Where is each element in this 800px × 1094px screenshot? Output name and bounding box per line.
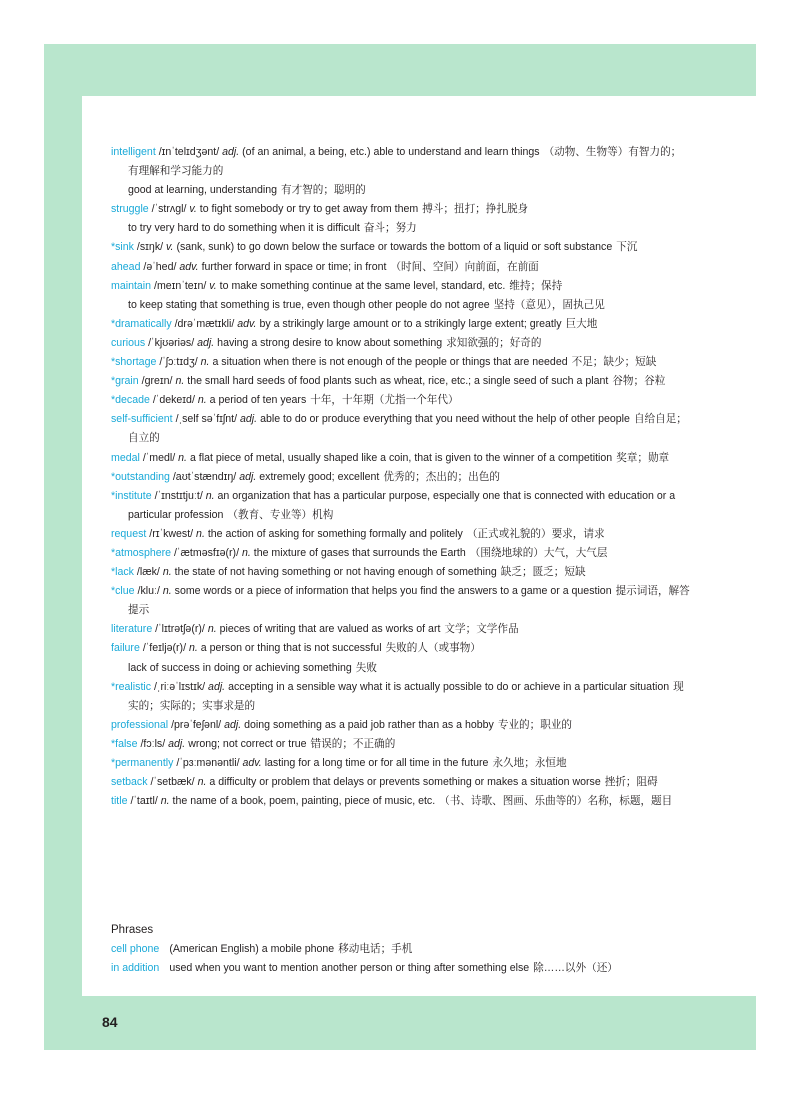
pronunciation: /ɡreɪn/ bbox=[141, 375, 173, 388]
pronunciation: /əˈhed/ bbox=[143, 260, 177, 273]
part-of-speech: n. bbox=[196, 527, 205, 540]
vocabulary-list bbox=[111, 143, 691, 811]
headword: *clue bbox=[111, 585, 135, 598]
vocab-entry bbox=[111, 238, 691, 257]
pronunciation: /ɪnˈtelɪdʒənt/ bbox=[158, 146, 220, 158]
chinese-translation: 求知欲强的；好奇的 bbox=[446, 336, 542, 349]
chinese-translation: （动物、生物等）有智力的；有理解和学习能力的 bbox=[128, 146, 682, 178]
vocab-entry bbox=[111, 143, 691, 200]
definition: (of an animal, a being, etc.) able to understand and learn things bbox=[242, 146, 540, 158]
sub-chinese-translation: 有才智的；聪明的 bbox=[281, 184, 366, 197]
vocab-entry bbox=[111, 716, 691, 735]
pronunciation: /ˈkjʊəriəs/ bbox=[148, 336, 195, 349]
headword: intelligent bbox=[111, 146, 156, 158]
part-of-speech: v. bbox=[189, 203, 197, 216]
headword: *grain bbox=[111, 375, 139, 388]
chinese-translation: 永久地；永恒地 bbox=[492, 757, 567, 769]
headword: struggle bbox=[111, 203, 149, 216]
part-of-speech: n. bbox=[207, 623, 217, 636]
definition: the mixture of gases that surrounds the Earth bbox=[253, 546, 466, 559]
definition: to fight somebody or try to get away from them bbox=[199, 203, 419, 216]
vocab-entry bbox=[111, 410, 691, 448]
definition: able to do or produce everything that you need without the help of other people bbox=[260, 413, 630, 426]
definition: doing something as a paid job rather than as a hobby bbox=[244, 718, 494, 731]
pronunciation: /rɪˈkwest/ bbox=[149, 527, 194, 540]
headword: *decade bbox=[111, 394, 150, 407]
definition: lasting for a long time or for all time in the future bbox=[264, 757, 489, 769]
part-of-speech: n. bbox=[241, 546, 251, 559]
vocab-entry bbox=[111, 353, 691, 372]
headword: *lack bbox=[111, 566, 134, 579]
part-of-speech: n. bbox=[197, 776, 207, 789]
part-of-speech: n. bbox=[160, 795, 170, 808]
part-of-speech: adj. bbox=[197, 336, 215, 349]
chinese-translation: 优秀的；杰出的；出色的 bbox=[383, 470, 500, 483]
pronunciation: /læk/ bbox=[136, 566, 160, 579]
chinese-translation: 巨大地 bbox=[565, 317, 598, 330]
part-of-speech: adj. bbox=[222, 146, 240, 158]
part-of-speech: adj. bbox=[208, 680, 226, 693]
sub-chinese-translation: 坚持（意见），固执己见 bbox=[493, 298, 605, 311]
part-of-speech: n. bbox=[175, 375, 185, 388]
phrase-chinese-translation: 除……以外（还） bbox=[533, 962, 618, 975]
sub-sense bbox=[128, 219, 691, 238]
chinese-translation: （围绕地球的）大气，大气层 bbox=[469, 546, 608, 559]
definition: further forward in space or time; in front bbox=[201, 260, 387, 273]
definition: wrong; not correct or true bbox=[188, 737, 307, 750]
chinese-translation: 现实的；实际的；实事求是的 bbox=[128, 680, 684, 712]
vocab-entry bbox=[111, 487, 691, 525]
chinese-translation: （正式或礼貌的）要求，请求 bbox=[466, 527, 605, 540]
part-of-speech: adj. bbox=[224, 718, 242, 731]
headword: *shortage bbox=[111, 356, 157, 369]
phrase-definition: (American English) a mobile phone bbox=[169, 943, 335, 955]
vocab-entry bbox=[111, 792, 691, 811]
page-number: 84 bbox=[102, 1014, 118, 1030]
sub-definition: to keep stating that something is true, even though other people do not agree bbox=[128, 298, 490, 311]
pronunciation: /fɔːls/ bbox=[140, 737, 166, 750]
pronunciation: /ˈɪnstɪtjuːt/ bbox=[154, 489, 203, 502]
sub-definition: lack of success in doing or achieving something bbox=[128, 661, 352, 674]
definition: the action of asking for something formally and politely bbox=[207, 527, 463, 540]
vocab-entry bbox=[111, 468, 691, 487]
headword: professional bbox=[111, 718, 169, 731]
pronunciation: /ˈtaɪtl/ bbox=[130, 795, 158, 808]
headword: *false bbox=[111, 737, 138, 750]
chinese-translation: 谷物；谷粒 bbox=[612, 375, 666, 388]
definition: the small hard seeds of food plants such as wheat, rice, etc.; a single seed of such a plant bbox=[187, 375, 609, 388]
definition: a person or thing that is not successful bbox=[200, 642, 382, 655]
vocab-entry bbox=[111, 754, 691, 773]
phrase-chinese-translation: 移动电话；手机 bbox=[338, 943, 413, 955]
pronunciation: /ˈpɜːmənəntli/ bbox=[176, 757, 240, 769]
headword: self-sufficient bbox=[111, 413, 173, 426]
vocab-entry bbox=[111, 639, 691, 677]
chinese-translation: 奖章；勋章 bbox=[616, 451, 670, 464]
headword: *permanently bbox=[111, 757, 174, 769]
vocab-entry bbox=[111, 773, 691, 792]
definition: a situation when there is not enough of the people or things that are needed bbox=[212, 356, 568, 369]
headword: ahead bbox=[111, 260, 141, 273]
pronunciation: /ˌriːəˈlɪstɪk/ bbox=[154, 680, 206, 693]
part-of-speech: adj. bbox=[168, 737, 186, 750]
sub-sense bbox=[128, 181, 691, 200]
chinese-translation: 不足；缺少；短缺 bbox=[571, 356, 657, 369]
chinese-translation: （书、诗歌、图画、乐曲等的）名称，标题，题目 bbox=[439, 795, 673, 808]
vocab-entry bbox=[111, 391, 691, 410]
vocab-entry bbox=[111, 200, 691, 238]
definition: extremely good; excellent bbox=[259, 470, 380, 483]
headword: medal bbox=[111, 451, 140, 464]
chinese-translation: 自给自足；自立的 bbox=[128, 413, 687, 445]
chinese-translation: 挫折；阻碍 bbox=[604, 776, 658, 789]
headword: request bbox=[111, 527, 147, 540]
definition: a flat piece of metal, usually shaped like a coin, that is given to the winner of a competition bbox=[189, 451, 613, 464]
headword: maintain bbox=[111, 279, 152, 292]
vocab-entry bbox=[111, 563, 691, 582]
chinese-translation: 缺乏；匮乏；短缺 bbox=[500, 566, 586, 579]
vocab-entry bbox=[111, 620, 691, 639]
sub-chinese-translation: 失败 bbox=[355, 661, 377, 674]
headword: *outstanding bbox=[111, 470, 170, 483]
pronunciation: /ˈʃɔːtɪdʒ/ bbox=[159, 356, 198, 369]
pronunciation: /ˈlɪtrətʃə(r)/ bbox=[155, 623, 205, 636]
definition: an organization that has a particular purpose, especially one that is connected with education or a particular profession bbox=[128, 489, 676, 521]
chinese-translation: 下沉 bbox=[616, 241, 638, 254]
part-of-speech: n. bbox=[205, 489, 215, 502]
part-of-speech: adj. bbox=[240, 413, 258, 426]
headword: *institute bbox=[111, 489, 152, 502]
definition: by a strikingly large amount or to a strikingly large extent; greatly bbox=[259, 317, 562, 330]
pronunciation: /ˈdekeɪd/ bbox=[152, 394, 195, 407]
part-of-speech: n. bbox=[188, 642, 198, 655]
definition: (sank, sunk) to go down below the surface or towards the bottom of a liquid or soft substance bbox=[176, 241, 613, 254]
pronunciation: /ˈætməsfɪə(r)/ bbox=[174, 546, 240, 559]
vocab-entry bbox=[111, 525, 691, 544]
sub-definition: to try very hard to do something when it is difficult bbox=[128, 222, 360, 235]
headword: curious bbox=[111, 336, 146, 349]
definition: accepting in a sensible way what it is actually possible to do or achieve in a particular situation bbox=[228, 680, 670, 693]
part-of-speech: v. bbox=[166, 241, 174, 254]
chinese-translation: （教育、专业等）机构 bbox=[227, 508, 334, 521]
part-of-speech: adv. bbox=[237, 317, 257, 330]
definition: to make something continue at the same level, standard, etc. bbox=[219, 279, 506, 292]
vocab-entry bbox=[111, 449, 691, 468]
chinese-translation: （时间、空间）向前面，在前面 bbox=[390, 260, 539, 273]
headword: literature bbox=[111, 623, 153, 636]
definition: a difficulty or problem that delays or prevents something or makes a situation worse bbox=[209, 776, 601, 789]
phrase-list bbox=[111, 940, 691, 978]
phrase-definition: used when you want to mention another person or thing after something else bbox=[169, 962, 530, 975]
vocab-entry bbox=[111, 277, 691, 315]
pronunciation: /aʊtˈstændɪŋ/ bbox=[172, 470, 237, 483]
vocab-entry bbox=[111, 334, 691, 353]
part-of-speech: v. bbox=[209, 279, 217, 292]
part-of-speech: n. bbox=[162, 585, 172, 598]
definition: a period of ten years bbox=[209, 394, 307, 407]
phrase-headword: cell phone bbox=[111, 943, 160, 955]
headword: setback bbox=[111, 776, 148, 789]
chinese-translation: 错误的；不正确的 bbox=[310, 737, 396, 750]
headword: *dramatically bbox=[111, 317, 172, 330]
part-of-speech: n. bbox=[197, 394, 207, 407]
vocab-entry bbox=[111, 372, 691, 391]
phrases-section bbox=[111, 920, 691, 978]
definition: the state of not having something or not having enough of something bbox=[174, 566, 497, 579]
part-of-speech: n. bbox=[200, 356, 210, 369]
chinese-translation: 十年，十年期（尤指一个年代） bbox=[310, 394, 459, 407]
part-of-speech: adv. bbox=[242, 757, 262, 769]
sub-sense bbox=[128, 296, 691, 315]
pronunciation: /ˈfeɪljə(r)/ bbox=[142, 642, 187, 655]
vocab-entry bbox=[111, 582, 691, 620]
phrase-item bbox=[111, 940, 691, 959]
vocab-entry bbox=[111, 544, 691, 563]
sub-chinese-translation: 奋斗；努力 bbox=[363, 222, 417, 235]
pronunciation: /ˌself səˈfɪʃnt/ bbox=[175, 413, 238, 426]
vocab-entry bbox=[111, 315, 691, 334]
sub-sense bbox=[128, 659, 691, 678]
vocab-entry bbox=[111, 678, 691, 716]
part-of-speech: adv. bbox=[179, 260, 199, 273]
pronunciation: /ˈstrʌɡl/ bbox=[151, 203, 187, 216]
headword: title bbox=[111, 795, 128, 808]
chinese-translation: 提示词语，解答提示 bbox=[128, 585, 690, 617]
chinese-translation: 搏斗；扭打；挣扎脱身 bbox=[422, 203, 529, 216]
headword: *realistic bbox=[111, 680, 152, 693]
pronunciation: /drəˈmætɪkli/ bbox=[174, 317, 235, 330]
chinese-translation: 专业的；职业的 bbox=[497, 718, 573, 731]
pronunciation: /ˈmedl/ bbox=[142, 451, 176, 464]
part-of-speech: n. bbox=[162, 566, 172, 579]
sub-definition: good at learning, understanding bbox=[128, 184, 278, 197]
chinese-translation: 文学；文学作品 bbox=[444, 623, 519, 636]
vocab-entry bbox=[111, 258, 691, 277]
headword: failure bbox=[111, 642, 140, 655]
definition: pieces of writing that are valued as works of art bbox=[219, 623, 441, 636]
part-of-speech: adj. bbox=[239, 470, 257, 483]
phrase-headword: in addition bbox=[111, 962, 160, 975]
chinese-translation: 维持；保持 bbox=[509, 279, 563, 292]
part-of-speech: n. bbox=[178, 451, 187, 464]
pronunciation: /prəˈfeʃənl/ bbox=[171, 718, 222, 731]
pronunciation: /sɪŋk/ bbox=[136, 241, 164, 254]
vocab-entry bbox=[111, 735, 691, 754]
chinese-translation: 失败的人（或事物） bbox=[385, 642, 481, 655]
headword: *atmosphere bbox=[111, 546, 172, 559]
headword: *sink bbox=[111, 241, 134, 254]
pronunciation: /ˈsetbæk/ bbox=[150, 776, 195, 789]
phrases-title: Phrases bbox=[111, 924, 154, 936]
definition: some words or a piece of information that helps you find the answers to a game or a question bbox=[174, 585, 612, 598]
definition: having a strong desire to know about something bbox=[217, 336, 443, 349]
phrase-item bbox=[111, 959, 691, 978]
pronunciation: /kluː/ bbox=[137, 585, 160, 598]
pronunciation: /meɪnˈteɪn/ bbox=[154, 279, 207, 292]
definition: the name of a book, poem, painting, piece of music, etc. bbox=[172, 795, 436, 808]
